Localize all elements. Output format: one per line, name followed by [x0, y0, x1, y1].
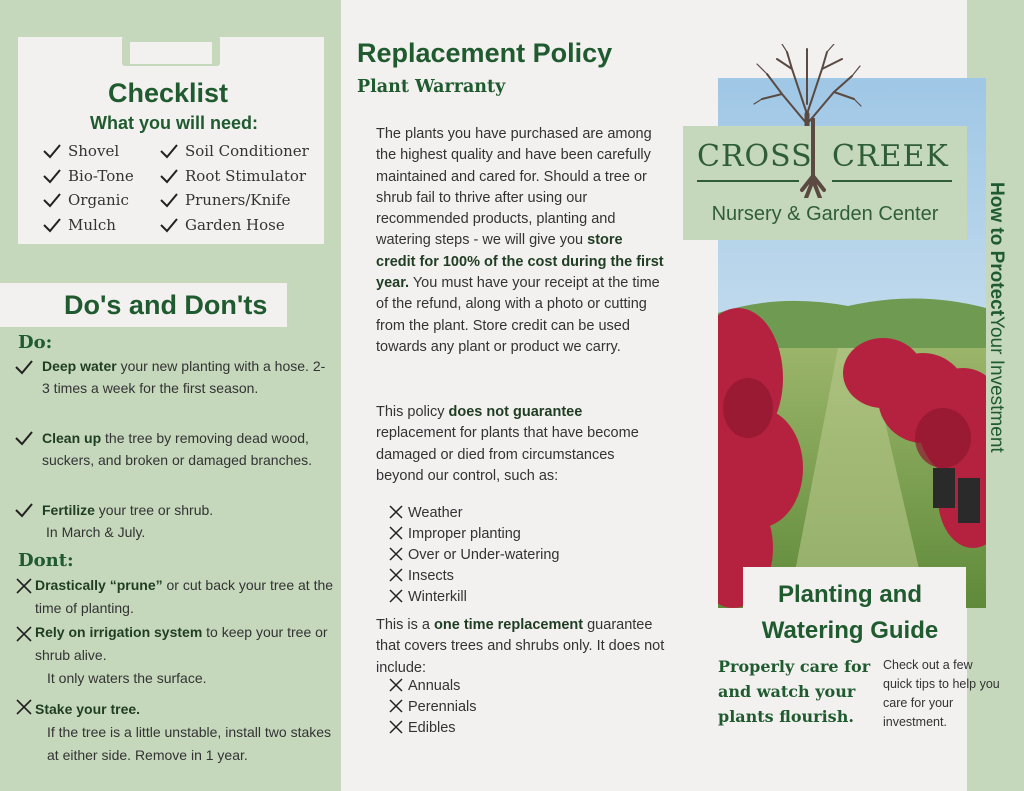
policy-title: Replacement Policy: [357, 38, 613, 68]
checklist-item: Mulch: [42, 216, 116, 234]
checkmark-icon: [42, 192, 62, 208]
do-item-clean: Clean up the tree by removing dead wood, suckers, and broken or damaged branches.: [42, 430, 313, 468]
x-mark-icon: [14, 626, 34, 642]
checklist-item: Root Stimulator: [159, 167, 306, 185]
dos-donts-title: Do's and Don'ts: [64, 290, 268, 320]
tips-text: Check out a few quick tips to help you care for your investment.: [883, 658, 1000, 729]
do-item-fertilize: Fertilize your tree or shrub. In March & July.: [42, 502, 214, 540]
dont-item-prune: Drastically “prune” or cut back your tree at the time of planting.: [35, 577, 334, 616]
list-item: Improper planting: [389, 524, 560, 545]
checkmark-icon: [42, 217, 62, 233]
exclusions-list: [389, 503, 560, 608]
x-mark-icon: [389, 526, 403, 540]
logo-rule-left: [697, 180, 799, 182]
do-item-water: Deep water your new planting with a hose. 2-3 times a week for the first season.: [42, 358, 326, 396]
checklist-title: Checklist: [107, 78, 229, 108]
x-mark-icon: [389, 547, 403, 561]
checklist-item: Bio-Tone: [42, 167, 134, 185]
checklist-item: Pruners/Knife: [159, 191, 290, 209]
list-item: Over or Under-watering: [389, 545, 560, 566]
checklist-subtitle: What you will need:: [89, 113, 258, 133]
do-label: Do:: [18, 332, 53, 353]
checkmark-icon: [159, 192, 179, 208]
logo-word-creek: CREEK: [832, 139, 949, 174]
x-mark-icon: [389, 720, 403, 734]
checkmark-icon: [42, 143, 62, 159]
checklist-item: Soil Conditioner: [159, 142, 309, 160]
list-item: Weather: [389, 503, 560, 524]
list-item: Winterkill: [389, 587, 560, 608]
checklist-item: Garden Hose: [159, 216, 285, 234]
checkmark-icon: [14, 502, 34, 518]
x-mark-icon: [14, 578, 34, 594]
guide-title: Planting and Watering Guide: [761, 581, 939, 644]
checklist-card: [18, 37, 324, 244]
x-mark-icon: [14, 699, 34, 715]
clipboard-clip-icon: [122, 14, 220, 66]
x-mark-icon: [389, 699, 403, 713]
checkmark-icon: [159, 143, 179, 159]
x-mark-icon: [389, 505, 403, 519]
vertical-spine-title: How to ProtectYour Investment: [986, 182, 1007, 453]
policy-paragraph-2: This policy does not guarantee replacement for plants that have become damaged or died from circumstances beyond our control, such as:: [376, 404, 639, 484]
care-tagline: Properly care for and watch your plants flourish.: [718, 657, 871, 726]
list-item: Insects: [389, 566, 560, 587]
list-item: Annuals: [389, 676, 477, 697]
policy-paragraph-1: The plants you have purchased are among the highest quality and have been carefully maintained and cared for. Should a tree or shrub fail to thrive after using our recommended products, planting and watering steps - we will give you store credit for 100% of the cost during the first year. You must have your receipt at the time of the refund, along with a photo or cutting from the plant. Store credit can be used towards any plant or product we carry.: [376, 126, 664, 355]
checkmark-icon: [42, 168, 62, 184]
checklist-item: Organic: [42, 191, 129, 209]
checklist-item: Shovel: [42, 142, 119, 160]
checkmark-icon: [14, 359, 34, 375]
x-mark-icon: [389, 568, 403, 582]
x-mark-icon: [389, 589, 403, 603]
dont-item-stake: Stake your tree. If the tree is a little unstable, install two stakes at either side. Remove in 1 year.: [35, 701, 332, 763]
list-item: Edibles: [389, 718, 477, 739]
logo-rule-right: [832, 180, 952, 182]
list-item: Perennials: [389, 697, 477, 718]
not-included-list: [389, 676, 477, 739]
x-mark-icon: [389, 678, 403, 692]
dont-label: Dont:: [18, 550, 74, 571]
checkmark-icon: [159, 217, 179, 233]
policy-subtitle: Plant Warranty: [357, 77, 506, 97]
dont-item-irrigation: Rely on irrigation system to keep your tree or shrub alive. It only waters the surface.: [35, 624, 328, 686]
checkmark-icon: [14, 430, 34, 446]
logo-word-cross: CROSS: [697, 139, 813, 174]
logo-subtitle: Nursery & Garden Center: [711, 203, 939, 225]
policy-paragraph-3: This is a one time replacement guarantee that covers trees and shrubs only. It does not include:: [376, 617, 665, 676]
checkmark-icon: [159, 168, 179, 184]
